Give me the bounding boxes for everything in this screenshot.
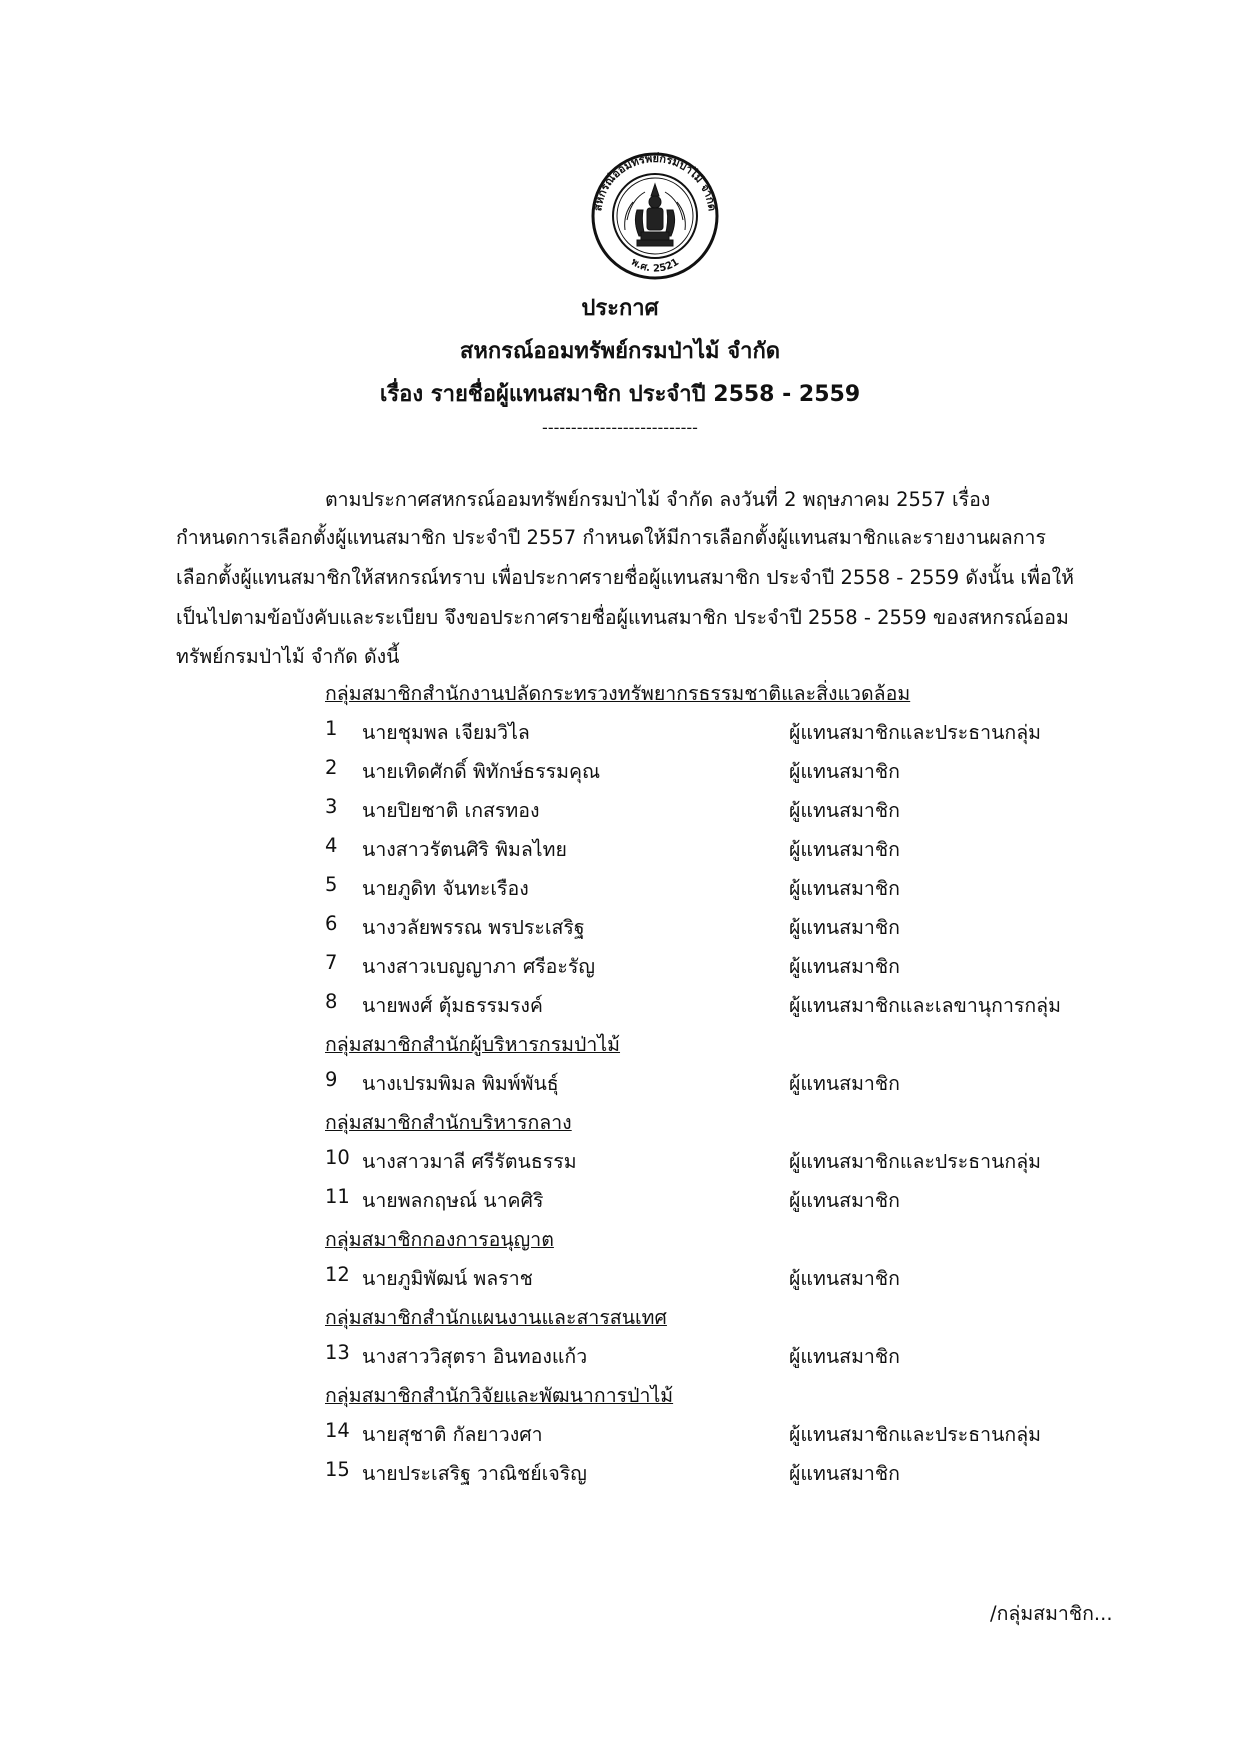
member-number: 5	[325, 873, 338, 896]
member-name: นายปิยชาติ เกสรทอง	[362, 799, 540, 822]
member-number: 9	[325, 1068, 338, 1091]
member-role: ผู้แทนสมาชิกและเลขานุการกลุ่ม	[789, 994, 1061, 1017]
member-row	[0, 1341, 1240, 1371]
member-name: นางสาวรัตนศิริ พิมลไทย	[362, 838, 567, 861]
announcement-title: ประกาศ	[581, 296, 659, 321]
member-number: 10	[325, 1146, 350, 1169]
member-role: ผู้แทนสมาชิก	[789, 1267, 900, 1290]
member-role: ผู้แทนสมาชิก	[789, 955, 900, 978]
member-row	[0, 1068, 1240, 1098]
member-name: นายภูดิท จันทะเรือง	[362, 877, 529, 900]
member-row	[0, 717, 1240, 747]
member-role: ผู้แทนสมาชิกและประธานกลุ่ม	[789, 1423, 1042, 1446]
member-name: นางเปรมพิมล พิมพ์พันธุ์	[362, 1072, 559, 1095]
paragraph-line: กำหนดการเลือกตั้งผู้แทนสมาชิก ประจำปี 2557 กำหนดให้มีการเลือกตั้งผู้แทนสมาชิกและรายงานผลการ	[176, 526, 1046, 549]
member-number: 8	[325, 990, 338, 1013]
member-name: นายเทิดศักดิ์ พิทักษ์ธรรมคุณ	[362, 760, 601, 783]
member-name: นายพลกฤษณ์ นาคศิริ	[362, 1189, 544, 1212]
page-continuation-note: /กลุ่มสมาชิก...	[990, 1602, 1113, 1625]
member-name: นายประเสริฐ วาณิชย์เจริญ	[362, 1462, 587, 1485]
member-row	[0, 1146, 1240, 1176]
member-name: นางสาววิสุตรา อินทองแก้ว	[362, 1345, 588, 1368]
member-row	[0, 951, 1240, 981]
member-number: 14	[325, 1419, 350, 1442]
member-name: นางสาวเบญญาภา ศรีอะรัญ	[362, 955, 595, 978]
cooperative-seal	[575, 150, 735, 280]
member-number: 13	[325, 1341, 350, 1364]
member-row	[0, 795, 1240, 825]
paragraph-line: เป็นไปตามข้อบังคับและระเบียบ จึงขอประกาศรายชื่อผู้แทนสมาชิก ประจำปี 2558 - 2559 ของสหกรณ์ออม	[176, 606, 1069, 629]
announcement-subject: เรื่อง รายชื่อผู้แทนสมาชิก ประจำปี 2558 - 2559	[379, 382, 861, 407]
paragraph-line: ทรัพย์กรมป่าไม้ จำกัด ดังนี้	[176, 645, 400, 668]
member-number: 6	[325, 912, 338, 935]
member-name: นายชุมพล เจียมวิไล	[362, 721, 530, 744]
organization-name: สหกรณ์ออมทรัพย์กรมป่าไม้ จำกัด	[459, 339, 781, 364]
member-role: ผู้แทนสมาชิก	[789, 1072, 900, 1095]
member-role: ผู้แทนสมาชิก	[789, 760, 900, 783]
group-heading: กลุ่มสมาชิกสำนักวิจัยและพัฒนาการป่าไม้	[325, 1384, 674, 1407]
member-row	[0, 912, 1240, 942]
member-name: นางสาวมาลี ศรีรัตนธรรม	[362, 1150, 577, 1173]
member-number: 15	[325, 1458, 350, 1481]
member-number: 7	[325, 951, 338, 974]
member-row	[0, 990, 1240, 1020]
member-role: ผู้แทนสมาชิก	[789, 1462, 900, 1485]
member-name: นายสุชาติ กัลยาวงศา	[362, 1423, 543, 1446]
member-name: นายภูมิพัฒน์ พลราช	[362, 1267, 533, 1290]
heading-divider: ---------------------------	[542, 418, 698, 437]
member-row	[0, 1185, 1240, 1215]
member-role: ผู้แทนสมาชิก	[789, 877, 900, 900]
group-heading: กลุ่มสมาชิกสำนักงานปลัดกระทรวงทรัพยากรธรรมชาติและสิ่งแวดล้อม	[325, 682, 911, 705]
member-number: 4	[325, 834, 338, 857]
group-heading: กลุ่มสมาชิกสำนักแผนงานและสารสนเทศ	[325, 1306, 667, 1329]
member-number: 11	[325, 1185, 350, 1208]
member-row	[0, 834, 1240, 864]
member-row	[0, 756, 1240, 786]
member-role: ผู้แทนสมาชิก	[789, 1189, 900, 1212]
member-role: ผู้แทนสมาชิก	[789, 838, 900, 861]
member-number: 12	[325, 1263, 350, 1286]
member-row	[0, 1458, 1240, 1488]
member-number: 2	[325, 756, 338, 779]
member-row	[0, 873, 1240, 903]
paragraph-line: เลือกตั้งผู้แทนสมาชิกให้สหกรณ์ทราบ เพื่อประกาศรายชื่อผู้แทนสมาชิก ประจำปี 2558 - 2559 ดังนั้น เพื่อให้	[176, 566, 1075, 589]
member-row	[0, 1419, 1240, 1449]
member-name: นายพงศ์ ตุ้มธรรมรงค์	[362, 994, 543, 1017]
member-role: ผู้แทนสมาชิกและประธานกลุ่ม	[789, 1150, 1042, 1173]
member-number: 1	[325, 717, 338, 740]
member-role: ผู้แทนสมาชิก	[789, 799, 900, 822]
member-role: ผู้แทนสมาชิก	[789, 1345, 900, 1368]
member-row	[0, 1263, 1240, 1293]
member-number: 3	[325, 795, 338, 818]
member-role: ผู้แทนสมาชิกและประธานกลุ่ม	[789, 721, 1042, 744]
seal-emblem-icon	[575, 150, 735, 280]
group-heading: กลุ่มสมาชิกสำนักผู้บริหารกรมป่าไม้	[325, 1033, 621, 1056]
paragraph-line: ตามประกาศสหกรณ์ออมทรัพย์กรมป่าไม้ จำกัด ลงวันที่ 2 พฤษภาคม 2557 เรื่อง	[325, 488, 991, 511]
member-name: นางวลัยพรรณ พรประเสริฐ	[362, 916, 585, 939]
svg-text:พ.ศ. 2521: พ.ศ. 2521	[629, 256, 681, 275]
group-heading: กลุ่มสมาชิกสำนักบริหารกลาง	[325, 1111, 572, 1134]
member-role: ผู้แทนสมาชิก	[789, 916, 900, 939]
group-heading: กลุ่มสมาชิกกองการอนุญาต	[325, 1228, 554, 1251]
svg-text:สหกรณ์ออมทรัพย์กรมป่าไม้ จำกัด: สหกรณ์ออมทรัพย์กรมป่าไม้ จำกัด	[591, 151, 719, 212]
